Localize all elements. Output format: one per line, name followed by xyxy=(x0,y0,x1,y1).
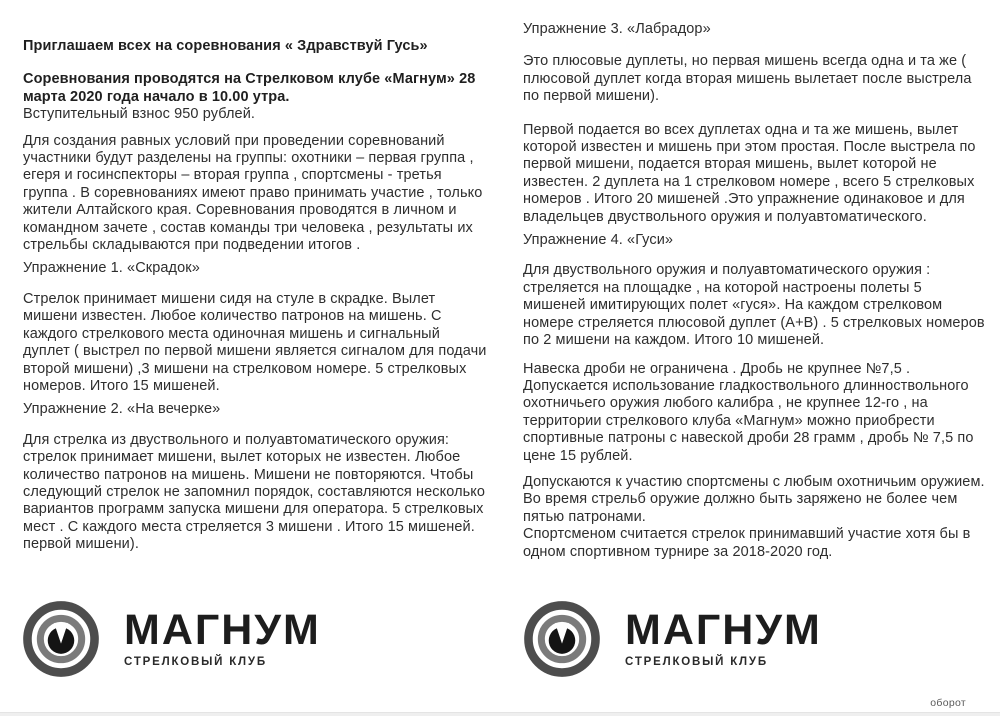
scan-bottom-edge xyxy=(0,712,1000,716)
exercise-3-details: Первой подается во всех дуплетах одна и та же мишень, вылет которой известен и мишень при этом простая. После выстрела по первой мишени, подается вторая мишень, вылет которой не известен. 2 дуплета на 1 стрелковом номере , всего 5 стрелковых номеров . Итого 20 мишеней .Это упражнение одинаковое и для владельцев двуствольного оружия и полуавтоматического. xyxy=(523,121,976,225)
target-bullseye-goose-icon xyxy=(523,598,601,680)
club-name: МАГНУМ xyxy=(124,606,321,654)
logo-text-block xyxy=(625,606,822,668)
ammo-rules-limit: Навеска дроби не ограничена . Дробь не крупнее №7,5 . xyxy=(523,360,911,377)
exercise-3-title: Упражнение 3. «Лабрадор» xyxy=(523,21,711,37)
club-subtitle: СТРЕЛКОВЫЙ КЛУБ xyxy=(625,656,768,668)
page-side-note: оборот xyxy=(930,697,966,709)
event-details: Соревнования проводятся на Стрелковом клубе «Магнум» 28 марта 2020 года начало в 10.00 утра. xyxy=(23,71,476,105)
right-column xyxy=(523,21,988,561)
ammo-rules xyxy=(523,361,988,465)
exercise-4-description: Для двуствольного оружия и полуавтоматического оружия : стреляется на площадке , на которой настроены полеты 5 мишеней имитирующих полет «гуся». На каждом стрелковом номере стреляется плюсовой дуплет (А+В) . 5 стрелковых номеров по 2 мишени на каждом. Итого 10 мишеней. xyxy=(523,262,985,349)
exercise-3-intro: Это плюсовые дуплеты, но первая мишень всегда одна и та же ( плюсовой дуплет когда вторая мишень вылетает после выстрела по первой мишени). xyxy=(523,53,972,105)
invitation-heading: Приглашаем всех на соревнования « Здравствуй Гусь» xyxy=(23,38,428,54)
entry-fee: Вступительный взнос 950 рублей. xyxy=(23,106,256,123)
exercise-2-description: Для стрелка из двуствольного и полуавтоматического оружия: стрелок принимает мишени, вылет которых не известен. Любое количество патронов на мишень. Мишени не повторяются. Чтобы следующий стрелок не запомнил порядок, составляются несколько вариантов программ запуска мишени для оператора. 5 стрелковых мест . С каждого места стреляется 3 мишени . Итого 15 мишеней. первой мишени). xyxy=(23,431,486,553)
magnum-club-logo-left xyxy=(22,598,321,680)
exercise-1-title: Упражнение 1. «Скрадок» xyxy=(23,260,200,277)
left-column xyxy=(23,38,490,554)
exercise-4-title: Упражнение 4. «Гуси» xyxy=(523,232,674,249)
participation-sportsman-definition: Спортсменом считается стрелок принимавший участие хотя бы в одном спортивном турнире за 2018-2020 год. xyxy=(523,526,971,560)
intro-paragraph: Для создания равных условий при проведении соревнований участники будут разделены на группы: охотники – первая группа , егеря и госинспекторы – вторая группа , спортсмены - третья группа . В соревнованиях имеют право принимать участие , только жители Алтайского края. Соревнования проводятся в личном и командном зачете , состав команды три человека , результаты их стрельбы складываются при подведении итогов . xyxy=(23,132,483,254)
club-name: МАГНУМ xyxy=(625,606,822,654)
exercise-1-description: Стрелок принимает мишени сидя на стуле в скрадке. Вылет мишени известен. Любое количество патронов на мишень. С каждого стрелкового места одиночная мишень и сигнальный дуплет ( выстрел по первой мишени является сигналом для подачи второй мишени) ,3 мишени на стрелковом номере. 5 стрелковых номеров. Итого 15 мишеней. xyxy=(23,290,487,394)
magnum-club-logo-right xyxy=(523,598,822,680)
target-bullseye-goose-icon xyxy=(22,598,100,680)
club-subtitle: СТРЕЛКОВЫЙ КЛУБ xyxy=(124,656,267,668)
logo-text-block xyxy=(124,606,321,668)
ammo-rules-details: Допускается использование гладкоствольного длинноствольного охотничьего оружия любого калибра , не крупнее 12-го , на территории стрелкового клуба «Магнум» можно приобрести спортивные патроны с навеской дроби 28 грамм , дробь № 7,5 по цене 15 рублей. xyxy=(523,377,974,464)
participation-rules xyxy=(523,474,988,561)
participation-weapons: Допускаются к участию спортсмены с любым охотничьим оружием. Во время стрельб оружие должно быть заряжено не более чем пятью патронами. xyxy=(523,473,985,525)
exercise-2-title: Упражнение 2. «На вечерке» xyxy=(23,401,221,418)
